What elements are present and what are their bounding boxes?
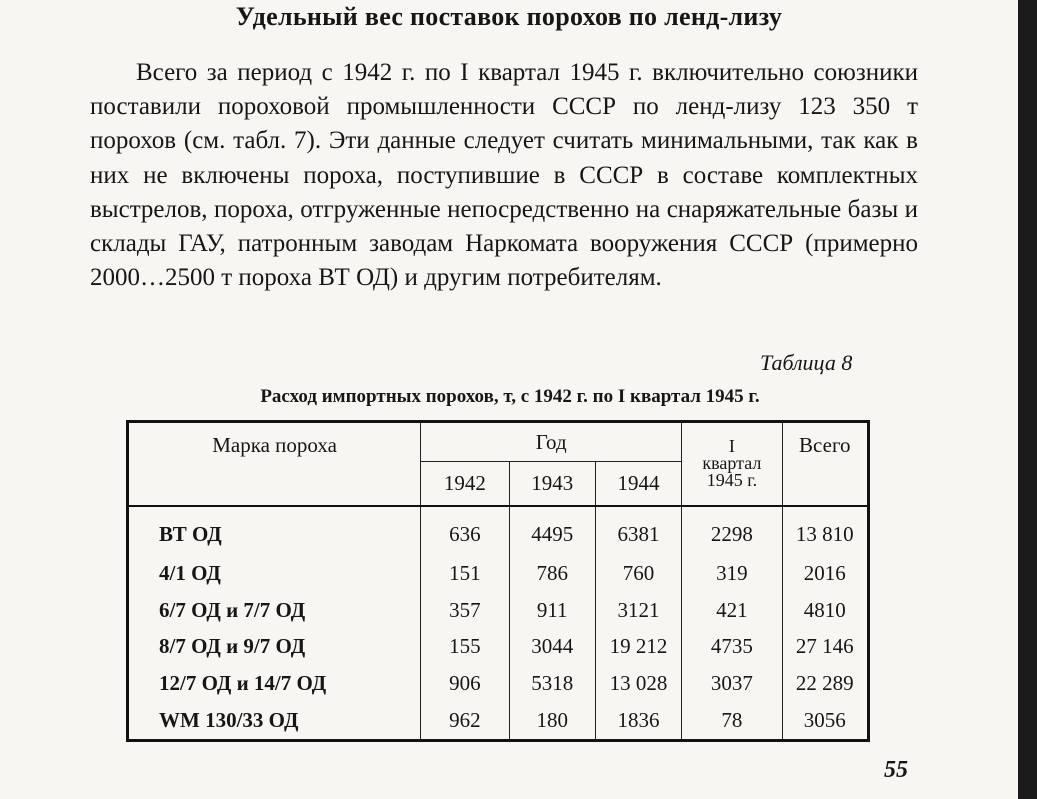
cell-1942: 151	[421, 555, 509, 592]
row-mark: 12/7 ОД и 14/7 ОД	[128, 665, 421, 702]
cell-total: 2016	[782, 555, 868, 592]
cell-1942: 155	[421, 628, 509, 665]
cell-q1-1945: 2298	[682, 506, 782, 556]
cell-total: 27 146	[782, 628, 868, 665]
cell-1943: 911	[509, 592, 595, 629]
table-caption: Расход импортных порохов, т, с 1942 г. по I квартал 1945 г.	[260, 386, 760, 407]
header-quarter-numeral: I	[728, 436, 735, 457]
cell-1942: 962	[421, 702, 509, 741]
row-mark: ВТ ОД	[128, 506, 421, 556]
cell-q1-1945: 3037	[682, 665, 782, 702]
body-paragraph: Всего за период с 1942 г. по I квартал 1945 г. включительно союзники поставили пороховой промышленности СССР по ленд-лизу 123 350 т порохов (см. табл. 7). Эти данные следует считать минимальными, так как в них не включены пороха, поступившие в СССР в составе комплектных выстрелов, пороха, отгруженные непосредственно на снаряжательные базы и склады ГАУ, патронным заводам Наркомата вооружения СССР (примерно 2000…2500 т пороха ВТ ОД) и другим потребителям.	[90, 59, 918, 292]
table-row	[128, 702, 869, 741]
cell-q1-1945: 4735	[682, 628, 782, 665]
cell-1944: 760	[595, 555, 681, 592]
cell-1943: 4495	[509, 506, 595, 556]
header-year-1944: 1944	[595, 462, 681, 506]
table-number: Таблица 8	[760, 350, 853, 375]
cell-1943: 5318	[509, 665, 595, 702]
row-mark: 8/7 ОД и 9/7 ОД	[128, 628, 421, 665]
table-row	[128, 555, 869, 592]
cell-1944: 1836	[595, 702, 681, 741]
cell-1942: 906	[421, 665, 509, 702]
cell-total: 4810	[782, 592, 868, 629]
row-mark: WM 130/33 ОД	[128, 702, 421, 741]
page-number: 55	[884, 757, 908, 783]
cell-total: 13 810	[782, 506, 868, 556]
cell-1943: 180	[509, 702, 595, 741]
cell-1943: 3044	[509, 628, 595, 665]
row-mark: 4/1 ОД	[128, 555, 421, 592]
cell-1944: 19 212	[595, 628, 681, 665]
header-year-1942: 1942	[421, 462, 509, 506]
header-quarter	[682, 422, 782, 506]
cell-1944: 13 028	[595, 665, 681, 702]
table-row	[128, 628, 869, 665]
header-quarter-word: квартал	[702, 453, 762, 474]
cell-total: 22 289	[782, 665, 868, 702]
cell-total: 3056	[782, 702, 868, 741]
header-quarter-year: 1945 г.	[706, 470, 758, 491]
powder-consumption-table	[126, 420, 870, 742]
cell-q1-1945: 421	[682, 592, 782, 629]
section-heading: Удельный вес поставок порохов по ленд-лизу	[235, 2, 783, 31]
cell-q1-1945: 319	[682, 555, 782, 592]
header-year-1943: 1943	[509, 462, 595, 506]
cell-q1-1945: 78	[682, 702, 782, 741]
table-row	[128, 506, 869, 556]
cell-1944: 6381	[595, 506, 681, 556]
cell-1943: 786	[509, 555, 595, 592]
header-mark: Марка пороха	[128, 422, 421, 506]
cell-1942: 636	[421, 506, 509, 556]
table-row	[128, 665, 869, 702]
cell-1944: 3121	[595, 592, 681, 629]
header-total: Всего	[782, 422, 868, 506]
header-year: Год	[421, 422, 682, 462]
row-mark: 6/7 ОД и 7/7 ОД	[128, 592, 421, 629]
cell-1942: 357	[421, 592, 509, 629]
table-row	[128, 592, 869, 629]
